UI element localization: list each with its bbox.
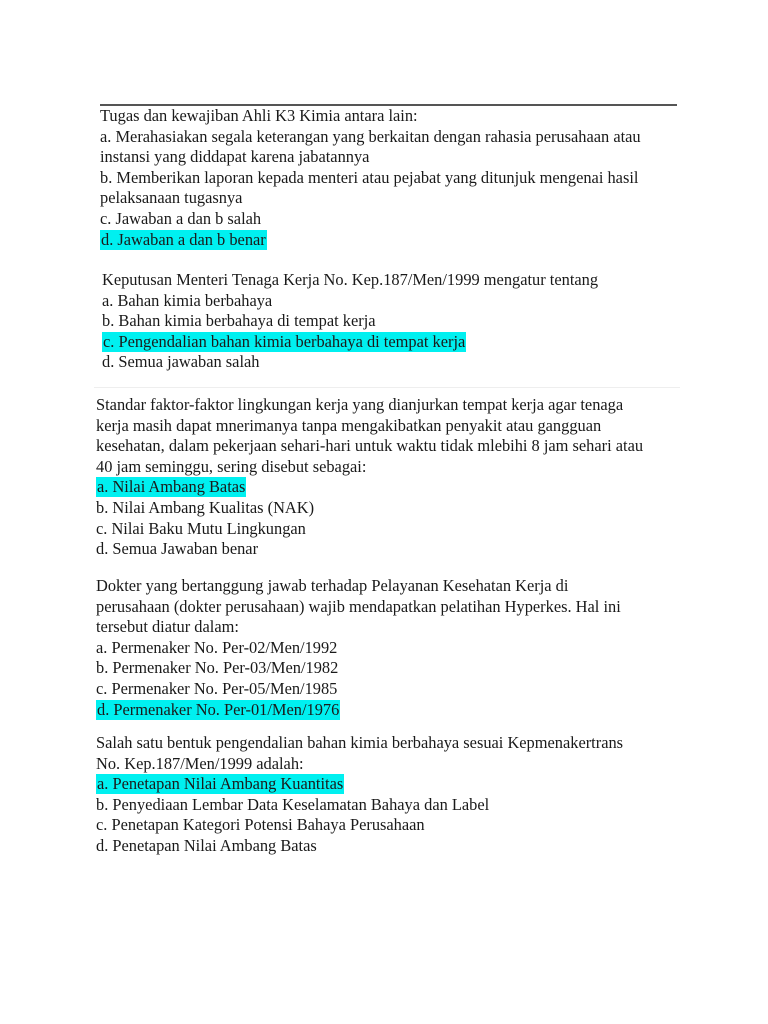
question-4 <box>96 576 686 720</box>
option-d-answer: d. Jawaban a dan b benar <box>101 229 266 249</box>
question-stem: Keputusan Menteri Tenaga Kerja No. Kep.187/Men/1999 mengatur tentang <box>102 270 599 289</box>
option-b: b. Nilai Ambang Kualitas (NAK) <box>96 497 315 517</box>
option-a: a. Bahan kimia berbahaya <box>102 290 273 310</box>
option-a-cont: instansi yang diddapat karena jabatannya <box>100 147 370 167</box>
section-divider <box>94 387 680 388</box>
option-a: a. Permenaker No. Per-02/Men/1992 <box>96 637 338 657</box>
option-b: b. Bahan kimia berbahaya di tempat kerja <box>102 311 376 331</box>
option-d: d. Penetapan Nilai Ambang Batas <box>96 835 317 855</box>
question-stem-line-1: Dokter yang bertanggung jawab terhadap Pelayanan Kesehatan Kerja di <box>96 576 569 595</box>
question-stem: Tugas dan kewajiban Ahli K3 Kimia antara lain: <box>100 106 418 125</box>
option-c: c. Penetapan Kategori Potensi Bahaya Perusahaan <box>96 815 425 835</box>
question-2 <box>102 270 692 373</box>
option-b: b. Permenaker No. Per-03/Men/1982 <box>96 658 339 678</box>
question-5 <box>96 733 686 857</box>
option-c: c. Permenaker No. Per-05/Men/1985 <box>96 678 338 698</box>
option-a: a. Merahasiakan segala keterangan yang berkaitan dengan rahasia perusahaan atau <box>100 126 641 146</box>
option-b: b. Penyediaan Lembar Data Keselamatan Bahaya dan Label <box>96 794 490 814</box>
option-d-answer: d. Permenaker No. Per-01/Men/1976 <box>97 699 340 719</box>
question-stem-line-3: kesehatan, dalam pekerjaan sehari-hari untuk waktu tidak mlebihi 8 jam sehari atau <box>96 436 644 456</box>
question-1 <box>100 106 690 250</box>
option-a-answer: a. Nilai Ambang Batas <box>97 477 246 497</box>
question-stem-line-1: Salah satu bentuk pengendalian bahan kimia berbahaya sesuai Kepmenakertrans <box>96 733 624 752</box>
question-stem-line-2: perusahaan (dokter perusahaan) wajib mendapatkan pelatihan Hyperkes. Hal ini <box>96 596 621 616</box>
option-b-cont: pelaksanaan tugasnya <box>100 188 243 208</box>
question-stem-line-2: kerja masih dapat mnerimanya tanpa mengakibatkan penyakit atau gangguan <box>96 415 602 435</box>
option-a-answer: a. Penetapan Nilai Ambang Kuantitas <box>97 774 344 794</box>
question-3 <box>96 395 686 560</box>
question-stem-line-2: No. Kep.187/Men/1999 adalah: <box>96 753 304 773</box>
option-d: d. Semua jawaban salah <box>102 352 260 372</box>
question-stem-line-3: tersebut diatur dalam: <box>96 617 239 637</box>
option-d: d. Semua Jawaban benar <box>96 539 259 559</box>
option-c: c. Jawaban a dan b salah <box>100 208 262 228</box>
question-stem-line-1: Standar faktor-faktor lingkungan kerja yang dianjurkan tempat kerja agar tenaga <box>96 395 624 414</box>
option-c-answer: c. Pengendalian bahan kimia berbahaya di tempat kerja <box>103 331 466 351</box>
question-stem-line-4: 40 jam seminggu, sering disebut sebagai: <box>96 456 367 476</box>
option-c: c. Nilai Baku Mutu Lingkungan <box>96 518 306 538</box>
option-b: b. Memberikan laporan kepada menteri atau pejabat yang ditunjuk mengenai hasil <box>100 167 639 187</box>
